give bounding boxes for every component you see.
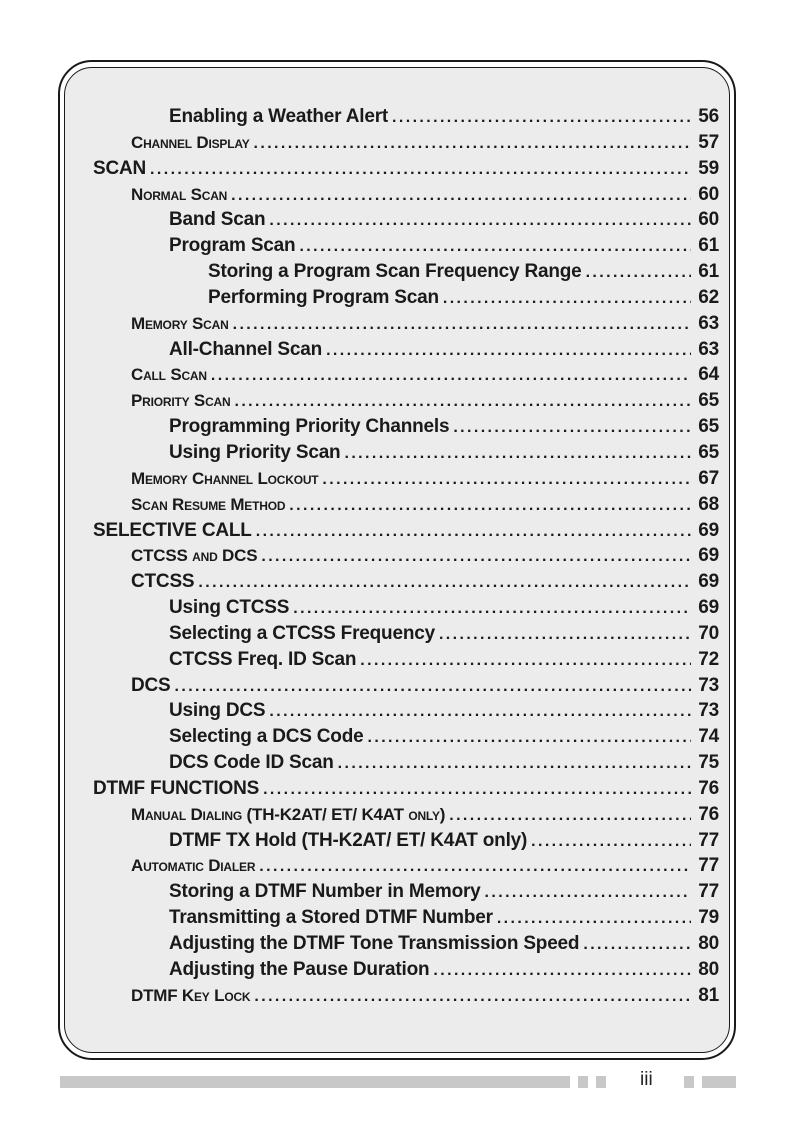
toc-entry-page: 73 <box>698 674 719 696</box>
toc-entry[interactable] <box>93 647 719 673</box>
toc-entry-page: 65 <box>698 390 719 412</box>
toc-entry-page: 69 <box>698 519 719 541</box>
toc-entry[interactable] <box>93 802 719 828</box>
toc-entry-page: 64 <box>698 364 719 386</box>
toc-entry-page: 73 <box>698 700 719 722</box>
toc-leader-dots <box>234 389 691 415</box>
toc-entry[interactable] <box>93 440 719 466</box>
toc-entry[interactable] <box>93 207 719 233</box>
toc-leader-dots <box>254 131 691 157</box>
toc-leader-dots <box>150 157 691 183</box>
toc-entry-label: Storing a Program Scan Frequency Range <box>208 261 582 283</box>
toc-entry-page: 61 <box>698 235 719 257</box>
toc-entry-label: Call Scan <box>131 365 207 385</box>
toc-entry[interactable] <box>93 311 719 337</box>
toc-leader-dots <box>259 854 691 880</box>
toc-entry-label: Using Priority Scan <box>169 441 341 463</box>
toc-entry[interactable] <box>93 724 719 750</box>
toc-entry[interactable] <box>93 285 719 311</box>
toc-entry-label: SELECTIVE CALL <box>93 519 252 541</box>
toc-entry[interactable] <box>93 543 719 569</box>
toc-entry-label: DTMF TX Hold (TH-K2AT/ ET/ K4AT only) <box>169 829 528 851</box>
toc-entry[interactable] <box>93 518 719 544</box>
footer-bar-left <box>60 1076 570 1088</box>
toc-leader-dots <box>583 932 691 958</box>
toc-leader-dots <box>269 699 691 725</box>
toc-leader-dots <box>256 519 691 545</box>
toc-entry-page: 60 <box>698 183 719 205</box>
toc-entry-label: Using CTCSS <box>169 597 290 619</box>
toc-entry-page: 77 <box>698 829 719 851</box>
toc-entry-label: Band Scan <box>169 209 266 231</box>
toc-entry-label: DCS <box>131 674 171 696</box>
toc-entry[interactable] <box>93 414 719 440</box>
toc-leader-dots <box>231 183 691 209</box>
toc-leader-dots <box>368 725 692 751</box>
toc-entry-page: 69 <box>698 597 719 619</box>
toc-leader-dots <box>299 234 691 260</box>
toc-entry-label: Adjusting the DTMF Tone Transmission Speed <box>169 933 580 954</box>
toc-entry-page: 60 <box>698 209 719 231</box>
toc-entry-page: 79 <box>698 907 719 929</box>
toc-leader-dots <box>289 493 691 519</box>
toc-entry[interactable] <box>93 750 719 776</box>
toc-entry-label: Selecting a CTCSS Frequency <box>169 622 435 644</box>
toc-leader-dots <box>326 338 691 364</box>
toc-entry[interactable] <box>93 492 719 518</box>
toc-leader-dots <box>211 363 691 389</box>
toc-entry-label: Priority Scan <box>131 391 231 411</box>
toc-entry[interactable] <box>93 983 719 1009</box>
toc-entry[interactable] <box>93 879 719 905</box>
toc-entry-label: CTCSS Freq. ID Scan <box>169 648 357 670</box>
toc-entry-page: 76 <box>698 777 719 799</box>
toc-entry[interactable] <box>93 233 719 259</box>
footer-square <box>596 1076 606 1088</box>
toc-entry-label: CTCSS and DCS <box>131 546 258 566</box>
toc-leader-dots <box>586 260 691 286</box>
toc-entry-page: 69 <box>698 545 719 567</box>
toc-entry-page: 74 <box>698 726 719 748</box>
toc-entry-label: SCAN <box>93 157 147 179</box>
toc-leader-dots <box>485 880 691 906</box>
toc-entry-label: DCS Code ID Scan <box>169 752 334 774</box>
toc-leader-dots <box>293 596 691 622</box>
toc-entry-label: Selecting a DCS Code <box>169 726 364 748</box>
toc-entry[interactable] <box>93 621 719 647</box>
toc-leader-dots <box>233 312 691 338</box>
toc-entry[interactable] <box>93 362 719 388</box>
toc-entry[interactable] <box>93 905 719 931</box>
toc-entry-label: Transmitting a Stored DTMF Number <box>169 907 493 929</box>
toc-entry[interactable] <box>93 182 719 208</box>
toc-entry-label: Normal Scan <box>131 184 228 204</box>
toc-leader-dots <box>263 777 691 803</box>
toc-entry-label: Adjusting the Pause Duration <box>169 958 430 980</box>
toc-entry-label: Using DCS <box>169 700 266 722</box>
toc-entry-label: All-Channel Scan <box>169 338 323 360</box>
toc-entry-page: 72 <box>698 648 719 670</box>
toc-entry-page: 76 <box>698 803 719 825</box>
toc-entry-page: 56 <box>698 106 719 127</box>
toc-leader-dots <box>443 286 691 312</box>
toc-leader-dots <box>254 984 691 1010</box>
toc-entry[interactable] <box>93 931 719 957</box>
toc-entry-label: DTMF Key Lock <box>131 985 251 1005</box>
toc-entry-label: Memory Channel Lockout <box>131 468 319 488</box>
toc-entry-page: 63 <box>698 338 719 360</box>
toc-entry-page: 80 <box>698 958 719 980</box>
toc-entry-label: Program Scan <box>169 235 296 257</box>
toc-entry[interactable] <box>93 259 719 285</box>
toc-entry-label: CTCSS <box>131 571 195 593</box>
toc-entry-page: 65 <box>698 416 719 438</box>
toc-entry-page: 57 <box>698 131 719 153</box>
toc-entry-page: 63 <box>698 312 719 334</box>
toc-entry[interactable] <box>93 104 719 130</box>
toc-leader-dots <box>453 415 691 441</box>
toc-leader-dots <box>392 105 691 131</box>
toc-entry-label: Programming Priority Channels <box>169 416 450 438</box>
footer-square <box>578 1076 588 1088</box>
toc-entry-page: 81 <box>698 984 719 1006</box>
toc-entry[interactable] <box>93 569 719 595</box>
toc-leader-dots <box>344 441 691 467</box>
toc-entry-label: Manual Dialing (TH-K2AT/ ET/ K4AT only) <box>131 804 446 824</box>
toc-leader-dots <box>497 906 691 932</box>
toc-leader-dots <box>198 570 691 596</box>
toc-entry[interactable] <box>93 673 719 699</box>
toc-leader-dots <box>269 208 691 234</box>
toc-entry-page: 70 <box>698 622 719 644</box>
toc-entry[interactable] <box>93 776 719 802</box>
toc-entry-label: DTMF FUNCTIONS <box>93 777 260 799</box>
toc-leader-dots <box>433 958 691 984</box>
toc-entry-page: 65 <box>698 441 719 463</box>
toc-leader-dots <box>360 648 691 674</box>
toc-entry[interactable] <box>93 595 719 621</box>
toc-leader-dots <box>531 829 691 855</box>
toc-leader-dots <box>175 674 691 700</box>
toc-entry-page: 75 <box>698 752 719 774</box>
toc-entry[interactable] <box>93 388 719 414</box>
toc-entry-page: 69 <box>698 571 719 593</box>
toc-entry[interactable] <box>93 698 719 724</box>
toc-entry-page: 77 <box>698 855 719 877</box>
toc-leader-dots <box>261 544 691 570</box>
toc-entry[interactable] <box>93 957 719 983</box>
toc-leader-dots <box>439 622 691 648</box>
toc-leader-dots <box>449 803 691 829</box>
toc-entry[interactable] <box>93 828 719 854</box>
toc-entry-page: 80 <box>698 933 719 954</box>
toc-entry-label: Memory Scan <box>131 313 229 333</box>
toc-entry-label: Channel Display <box>131 132 250 152</box>
toc-entry[interactable] <box>93 130 719 156</box>
toc-entry-page: 77 <box>698 881 719 903</box>
toc-entry-page: 61 <box>698 261 719 283</box>
toc-entry-label: Performing Program Scan <box>208 286 439 308</box>
table-of-contents <box>93 104 719 1009</box>
toc-entry-page: 59 <box>698 157 719 179</box>
toc-entry[interactable] <box>93 156 719 182</box>
toc-entry[interactable] <box>93 853 719 879</box>
toc-leader-dots <box>338 751 691 777</box>
toc-leader-dots <box>322 467 691 493</box>
footer-square <box>684 1076 694 1088</box>
toc-entry-page: 62 <box>698 286 719 308</box>
toc-entry[interactable] <box>93 337 719 363</box>
toc-entry-label: Storing a DTMF Number in Memory <box>169 881 481 903</box>
toc-entry-label: Scan Resume Method <box>131 494 286 514</box>
page-number: iii <box>640 1069 653 1090</box>
toc-entry[interactable] <box>93 466 719 492</box>
toc-entry-label: Enabling a Weather Alert <box>169 106 389 127</box>
toc-entry-page: 67 <box>698 467 719 489</box>
toc-entry-page: 68 <box>698 493 719 515</box>
footer-bar-right <box>702 1076 736 1088</box>
toc-entry-label: Automatic Dialer <box>131 856 256 876</box>
